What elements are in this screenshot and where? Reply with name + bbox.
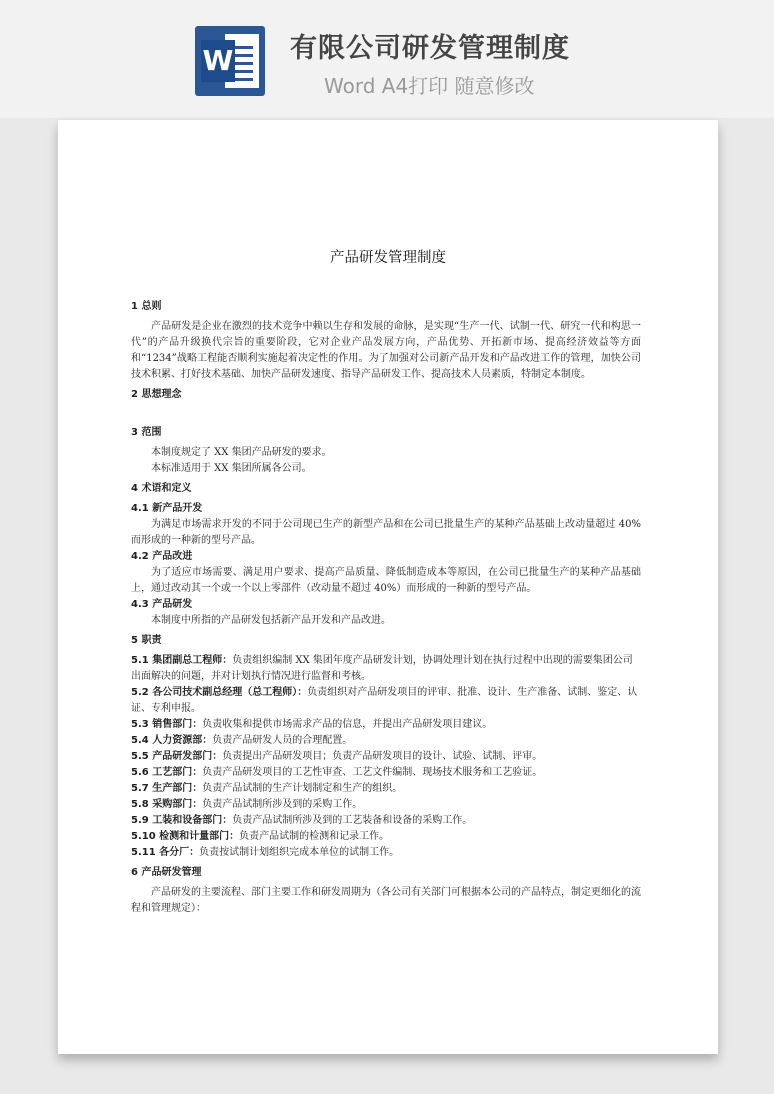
duty-item [131, 781, 641, 797]
section-heading: 2 思想理念 [131, 389, 182, 400]
duty-label: 5.11 各分厂： [131, 847, 200, 858]
duty-label: 5.9 工装和设备部门： [131, 815, 233, 826]
duty-text: 负责收集和提供市场需求产品的信息，并提出产品研发项目建议。 [202, 719, 493, 730]
duty-label: 5.6 工艺部门： [131, 767, 203, 778]
document-page [58, 120, 718, 1054]
word-logo-icon [195, 26, 265, 96]
section-heading: 4 术语和定义 [131, 483, 192, 494]
subsection-heading: 4.3 产品研发 [131, 599, 193, 610]
duty-item [131, 749, 641, 765]
paragraph: 本制度中所指的产品研发包括新产品开发和产品改进。 [151, 615, 391, 626]
document-title: 产品研发管理制度 [330, 250, 446, 266]
section-heading: 3 范围 [131, 427, 162, 438]
duty-item [131, 813, 641, 829]
duty-item [131, 845, 641, 861]
paragraph: 本制度规定了 XX 集团产品研发的要求。 [151, 447, 332, 458]
document-body [131, 299, 641, 917]
duty-text: 负责组织编制 XX 集团年度产品研发计划，协调处理计划在执行过程中出现的需要集团公司出面解决的问题，并对计划执行情况进行监督和考核。 [131, 655, 633, 682]
duty-item [131, 685, 641, 717]
duty-label: 5.2 各公司技术副总经理（总工程师）： [131, 687, 308, 698]
duty-text: 负责产品研发项目的工艺性审查、工艺文件编制、现场技术服务和工艺验证。 [202, 767, 543, 778]
duty-text: 负责产品试制所涉及到的工艺装备和设备的采购工作。 [232, 815, 473, 826]
duty-item [131, 765, 641, 781]
duty-text: 负责产品试制的生产计划制定和生产的组织。 [202, 783, 403, 794]
section-heading: 6 产品研发管理 [131, 867, 202, 878]
duty-label: 5.10 检测和计量部门： [131, 831, 240, 842]
duty-label: 5.3 销售部门： [131, 719, 203, 730]
duty-text: 负责提出产品研发项目；负责产品研发项目的设计、试验、试制、评审。 [222, 751, 543, 762]
duty-item [131, 797, 641, 813]
duty-label: 5.5 产品研发部门： [131, 751, 223, 762]
paragraph: 本标准适用于 XX 集团所属各公司。 [151, 463, 312, 474]
duty-text: 负责按试制计划组织完成本单位的试制工作。 [199, 847, 400, 858]
duty-text: 负责产品研发人员的合理配置。 [212, 735, 353, 746]
duty-label: 5.8 采购部门： [131, 799, 203, 810]
duty-item [131, 829, 641, 845]
duty-item [131, 717, 641, 733]
duty-text: 负责组织对产品研发项目的评审、批准、设计、生产准备、试制、鉴定、认证、专利申报。 [131, 687, 638, 714]
duty-item [131, 733, 641, 749]
subsection-heading: 4.2 产品改进 [131, 551, 193, 562]
paragraph: 产品研发是企业在激烈的技术竞争中赖以生存和发展的命脉，是实现“生产一代、试制一代、研究一代和构思一代”的产品升级换代宗旨的重要阶段，它对企业产品发展方向，产品优势、开拓新市场、提高经济效益等方面和“1234”战略工程能否顺利实施起着决定性的作用。为了加强对公司新产品开发和产品改进工作的管理，加快公司技术积累、打好技术基础、加快产品研发速度、指导产品研发工作、提高技术人员素质，特制定本制度。 [131, 321, 641, 380]
duty-label: 5.4 人力资源部： [131, 735, 213, 746]
duty-text: 负责产品试制的检测和记录工作。 [239, 831, 390, 842]
word-letter: W [201, 40, 235, 82]
paragraph: 为满足市场需求开发的不同于公司现已生产的新型产品和在公司已批量生产的某种产品基础上改动量超过 40%而形成的一种新的型号产品。 [131, 519, 641, 546]
duty-label: 5.7 生产部门： [131, 783, 203, 794]
duty-item [131, 653, 641, 685]
paragraph: 为了适应市场需要、满足用户要求、提高产品质量、降低制造成本等原因，在公司已批量生产的某种产品基础上，通过改动其一个或一个以上零部件（改动量不超过 40%）而形成的一种新的型号产品。 [131, 567, 641, 594]
section-heading: 5 职责 [131, 635, 162, 646]
section-heading: 1 总则 [131, 301, 162, 312]
banner-title: 有限公司研发管理制度 [290, 33, 570, 64]
banner-subtitle: Word A4打印 随意修改 [324, 74, 535, 98]
header-banner [0, 0, 774, 118]
subsection-heading: 4.1 新产品开发 [131, 503, 203, 514]
duty-label: 5.1 集团副总工程师： [131, 655, 233, 666]
paragraph: 产品研发的主要流程、部门主要工作和研发周期为（各公司有关部门可根据本公司的产品特点，制定更细化的流程和管理规定）： [131, 887, 641, 914]
duty-text: 负责产品试制所涉及到的采购工作。 [202, 799, 363, 810]
